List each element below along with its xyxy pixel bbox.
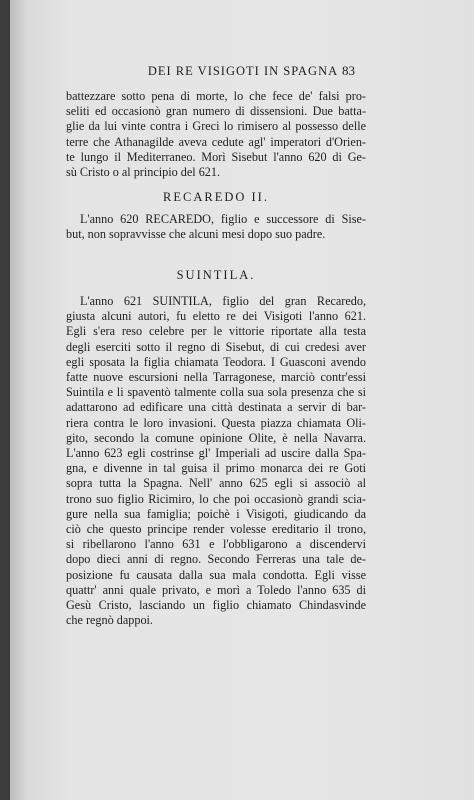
text-line: giusta alcuni autori, fu eletto re dei Visigoti l'anno 621. — [66, 309, 366, 324]
text-line: riera contra le loro invasioni. Questa piazza chiamata Oli- — [66, 415, 366, 430]
intro-paragraph — [66, 89, 366, 180]
text-line: gito, secondo la comune opinione Olite, è nella Navarra. — [66, 430, 366, 445]
text-line: trono suo figlio Ricimiro, lo che poi occasionò grandi scia- — [66, 491, 366, 506]
text-line: egli sposata la figlia chiamata Teodora. I Guasconi avendo — [66, 354, 366, 369]
text-line: Suintila e li spaventò talmente colla sua sola presenza che si — [66, 385, 366, 400]
text-line: L'anno 621 SUINTILA, figlio del gran Recaredo, — [80, 294, 366, 308]
text-line: che regnò dappoi. — [66, 613, 153, 628]
text-line: glie da lui vinte contra i Greci lo rimisero al possesso delle — [66, 119, 366, 134]
text-line: but, non sopravvisse che alcuni mesi dopo suo padre. — [66, 227, 326, 242]
text-line: gna, e divenne in tal guisa il primo monarca dei re Goti — [66, 461, 366, 476]
book-page — [10, 0, 474, 800]
text-line: Egli s'era reso celebre per le vittorie riportate alla testa — [66, 324, 366, 339]
text-line: sù Cristo o al principio del 621. — [66, 165, 221, 180]
text-line: sopra tutta la Spagna. Nell' anno 625 egli si associò al — [66, 476, 366, 491]
section-heading-suintila: SUINTILA. — [176, 268, 256, 282]
text-line: te lungo il Mediterraneo. Morì Sisebut l'anno 620 di Ge- — [66, 149, 366, 164]
text-line: fatte nuove escursioni nella Tarragonese, marciò contr'essi — [66, 370, 366, 385]
text-line: si ribellarono l'anno 631 e l'obbligarono a discendervi — [66, 537, 366, 552]
section-heading-recaredo: RECAREDO II. — [163, 190, 269, 204]
text-line: adattarono ad edificare una città destinata a servir di bar- — [66, 400, 366, 415]
text-line: ciò che questo principe render volesse ereditario il trono, — [66, 522, 366, 537]
suintila-paragraph — [66, 294, 366, 628]
text-line: gure nella sua famiglia; poichè i Visigoti, giudicando da — [66, 506, 366, 521]
text-line: seliti ed occasionò gran numero di dissensioni. Due batta- — [66, 104, 366, 119]
text-line: dopo dieci anni di regno. Secondo Ferreras una tale de- — [66, 552, 366, 567]
running-title: DEI RE VISIGOTI IN SPAGNA — [147, 64, 339, 78]
text-line: terre che Athanagilde aveva cedute agl' imperatori d'Orien- — [66, 134, 366, 149]
recaredo-paragraph — [66, 212, 366, 242]
text-line: Gesù Cristo, lasciando un figlio chiamato Chindasvinde — [66, 598, 366, 613]
text-line: L'anno 620 RECAREDO, figlio e successore di Sise- — [80, 212, 366, 226]
text-line: posizione fu causata dalla sua mala condotta. Egli visse — [66, 567, 366, 582]
text-line: L'anno 623 egli costrinse gl' Imperiali ad uscire dalla Spa- — [66, 446, 366, 461]
text-line: degli eserciti sotto il regno di Sisebut, di cui credesi aver — [66, 339, 366, 354]
page-number: 83 — [342, 63, 355, 78]
text-line: quattr' anni quale privato, e morì a Toledo l'anno 635 di — [66, 582, 366, 597]
text-line: battezzare sotto pena di morte, lo che fece de' falsi pro- — [66, 89, 366, 103]
